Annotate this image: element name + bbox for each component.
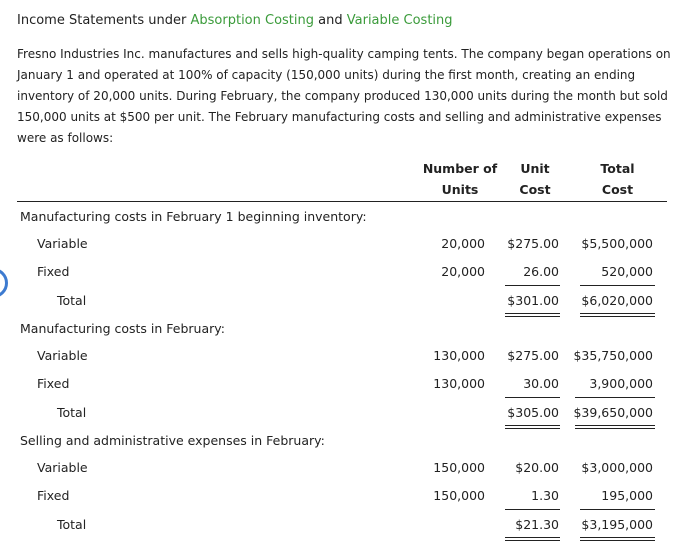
row-label: Total: [57, 517, 87, 532]
table-row: [0, 264, 690, 286]
total-double-rule: [580, 313, 655, 317]
section-heading-row: [0, 433, 690, 455]
header-total-line1: Total: [600, 161, 635, 176]
header-units-line1: Number of: [422, 161, 498, 176]
header-total-line2: Cost: [601, 182, 634, 197]
units-cell: 20,000: [441, 236, 485, 251]
section-heading-row: [0, 321, 690, 343]
table-row: [0, 488, 690, 510]
table-row-total: [0, 293, 690, 315]
intro-paragraph: Fresno Industries Inc. manufactures and sells high-quality camping tents. The company began operations on January 1 and operated at 100% of capacity (150,000 units) during the first month, creating an ending inventory of 20,000 units. During February, the company produced 130,000 units during the month but sold 150,000 units at $500 per unit. The February manufacturing costs and selling and administrative expenses were as follows:: [17, 47, 671, 145]
table-row: [0, 236, 690, 258]
subtotal-rule: [575, 397, 655, 398]
row-label: Variable: [37, 348, 88, 363]
table-row: [0, 460, 690, 482]
table-row: [0, 348, 690, 370]
total-cost-cell: $3,000,000: [581, 460, 653, 475]
total-cost-cell: 3,900,000: [589, 376, 653, 391]
unit-cost-cell: 1.30: [531, 488, 559, 503]
units-cell: 20,000: [441, 264, 485, 279]
subtotal-rule: [580, 509, 655, 510]
unit-cost-cell: $20.00: [515, 460, 559, 475]
total-cost-cell: $5,500,000: [581, 236, 653, 251]
row-label: Fixed: [37, 264, 70, 279]
total-double-rule: [505, 425, 560, 429]
total-cost-cell: $3,195,000: [581, 517, 653, 532]
table-row-total: [0, 517, 690, 539]
total-cost-cell: $35,750,000: [573, 348, 653, 363]
subtotal-rule: [505, 397, 560, 398]
table-row: [0, 376, 690, 398]
header-total-cost: [585, 158, 650, 200]
unit-cost-cell: $275.00: [507, 236, 559, 251]
header-unitcost-line1: Unit: [520, 161, 550, 176]
total-double-rule: [505, 313, 560, 317]
section-heading-row: [0, 209, 690, 231]
total-cost-cell: $39,650,000: [573, 405, 653, 420]
header-units-line2: Units: [441, 182, 479, 197]
unit-cost-cell: $305.00: [507, 405, 559, 420]
total-double-rule: [505, 537, 560, 541]
header-number-of-units: [420, 158, 500, 200]
total-double-rule: [580, 537, 655, 541]
unit-cost-cell: $275.00: [507, 348, 559, 363]
row-label: Variable: [37, 236, 88, 251]
section-heading: Manufacturing costs in February:: [20, 321, 225, 336]
units-cell: 130,000: [433, 376, 485, 391]
table-row-total: [0, 405, 690, 427]
header-unit-cost: [505, 158, 565, 200]
unit-cost-cell: $21.30: [515, 517, 559, 532]
section-heading: Manufacturing costs in February 1 beginning inventory:: [20, 209, 367, 224]
unit-cost-cell: 30.00: [523, 376, 559, 391]
subtotal-rule: [580, 285, 655, 286]
row-label: Variable: [37, 460, 88, 475]
subtotal-rule: [505, 285, 560, 286]
row-label: Fixed: [37, 376, 70, 391]
section-heading: Selling and administrative expenses in February:: [20, 433, 325, 448]
total-cost-cell: $6,020,000: [581, 293, 653, 308]
variable-costing-link[interactable]: Variable Costing: [346, 13, 453, 28]
units-cell: 150,000: [433, 460, 485, 475]
row-label: Total: [57, 293, 87, 308]
unit-cost-cell: 26.00: [523, 264, 559, 279]
units-cell: 150,000: [433, 488, 485, 503]
row-label: Fixed: [37, 488, 70, 503]
title-prefix: Income Statements under: [17, 13, 191, 28]
units-cell: 130,000: [433, 348, 485, 363]
page-title: [17, 13, 453, 28]
header-unitcost-line2: Cost: [519, 182, 551, 197]
total-cost-cell: 520,000: [601, 264, 653, 279]
unit-cost-cell: $301.00: [507, 293, 559, 308]
title-middle: and: [314, 13, 347, 28]
total-cost-cell: 195,000: [601, 488, 653, 503]
header-divider: [17, 201, 667, 202]
subtotal-rule: [505, 509, 560, 510]
total-double-rule: [575, 425, 655, 429]
row-label: Total: [57, 405, 87, 420]
absorption-costing-link[interactable]: Absorption Costing: [190, 13, 315, 28]
